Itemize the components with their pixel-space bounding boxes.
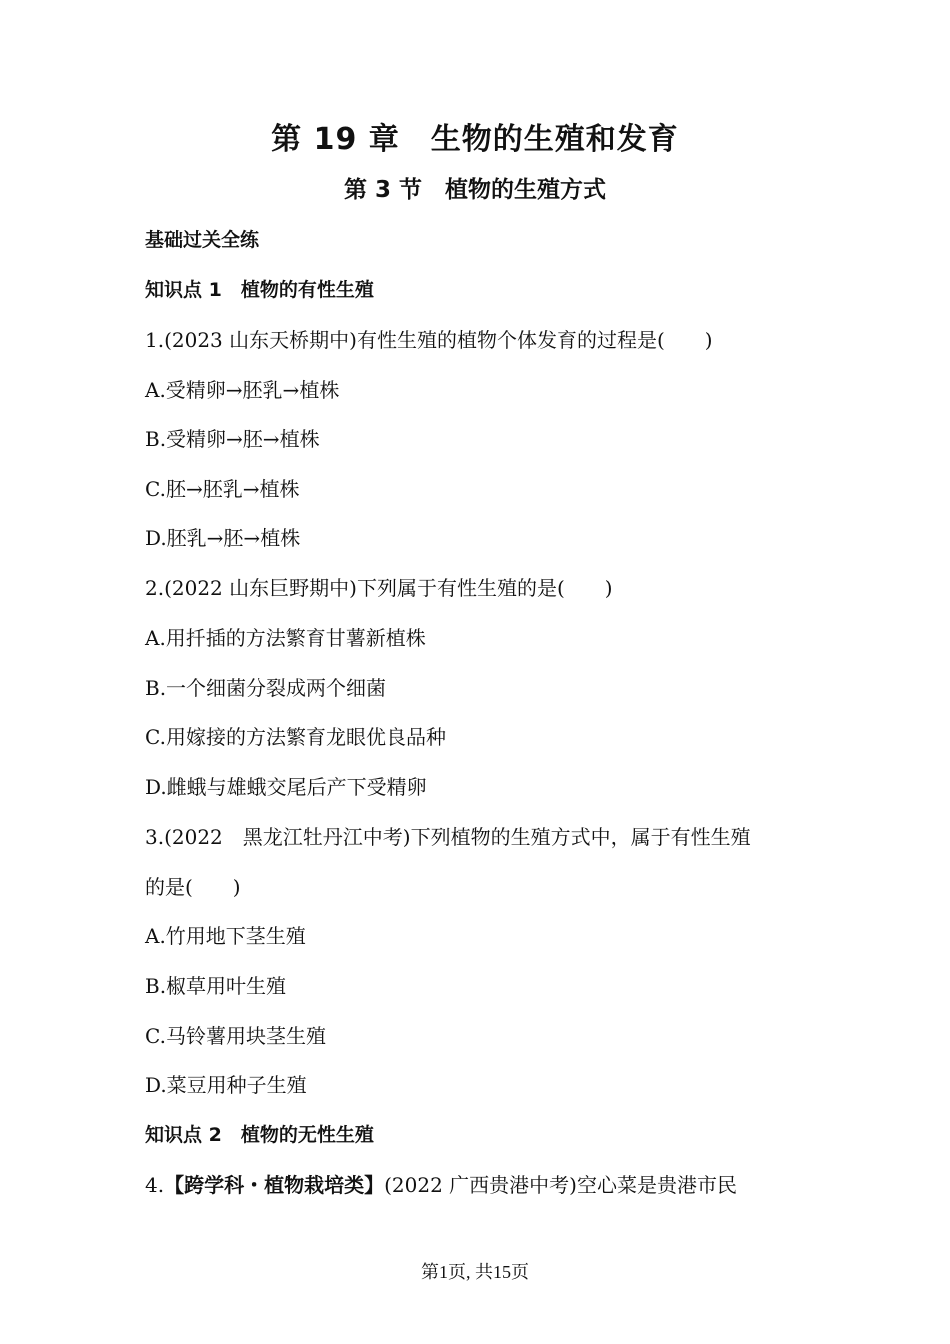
question-3-stem-line-2: 的是( ): [145, 875, 241, 899]
section-title: 第 3 节 植物的生殖方式: [343, 177, 607, 203]
knowledge-point-1-heading: 知识点 1 植物的有性生殖: [145, 279, 374, 301]
question-1-option-a: A.受精卵→胚乳→植株: [145, 378, 340, 402]
question-2-option-d: D.雌蛾与雄蛾交尾后产下受精卵: [145, 775, 427, 799]
question-2-stem: 2.(2022 山东巨野期中)下列属于有性生殖的是( ): [145, 576, 613, 600]
page-footer: 第1页, 共15页: [421, 1262, 529, 1282]
question-2-option-c: C.用嫁接的方法繁育龙眼优良品种: [145, 725, 446, 749]
question-3-option-c: C.马铃薯用块茎生殖: [145, 1024, 326, 1048]
question-1-option-d: D.胚乳→胚→植株: [145, 526, 301, 550]
question-3-option-b: B.椒草用叶生殖: [145, 974, 287, 998]
chapter-title: 第 19 章 生物的生殖和发育: [271, 122, 679, 157]
question-1-stem: 1.(2023 山东天桥期中)有性生殖的植物个体发育的过程是( ): [145, 328, 713, 352]
question-4-tag: 【跨学科・植物栽培类】: [164, 1173, 385, 1197]
knowledge-point-2-heading: 知识点 2 植物的无性生殖: [145, 1124, 374, 1146]
question-3-option-a: A.竹用地下茎生殖: [145, 924, 306, 948]
question-2-option-a: A.用扦插的方法繁育甘薯新植株: [145, 626, 426, 650]
question-3-option-d: D.菜豆用种子生殖: [145, 1073, 307, 1097]
practice-heading: 基础过关全练: [145, 229, 260, 251]
question-4-text: (2022 广西贵港中考)空心菜是贵港市民: [384, 1173, 737, 1197]
question-4-number: 4.: [145, 1173, 165, 1197]
question-2-option-b: B.一个细菌分裂成两个细菌: [145, 676, 387, 700]
question-3-stem-line-1: 3.(2022 黑龙江牡丹江中考)下列植物的生殖方式中，属于有性生殖: [145, 825, 751, 849]
question-1-option-c: C.胚→胚乳→植株: [145, 477, 300, 501]
question-4-stem: [145, 1169, 815, 1201]
question-1-option-b: B.受精卵→胚→植株: [145, 427, 320, 451]
